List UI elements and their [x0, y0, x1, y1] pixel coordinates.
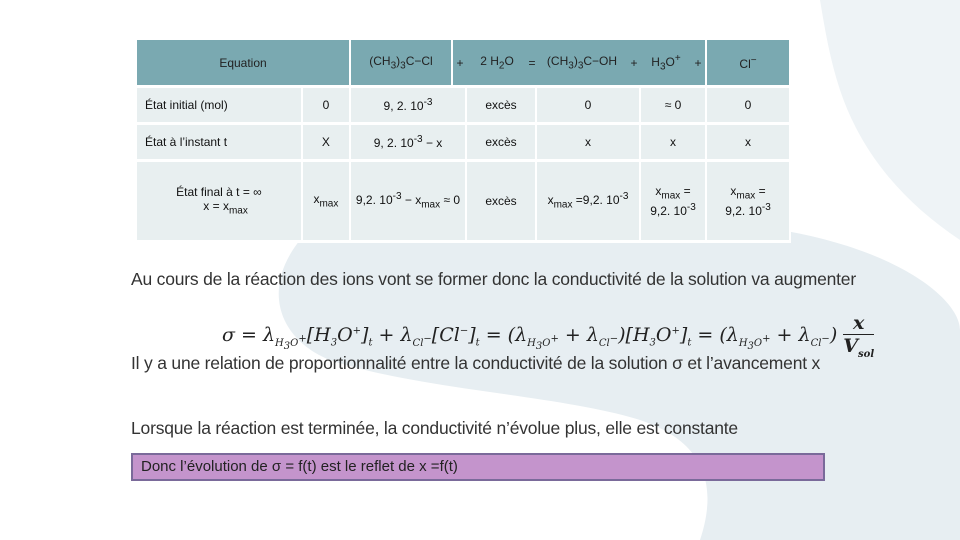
table-row: [137, 125, 791, 162]
table-cell: 0: [303, 88, 351, 125]
row-label: État final à t = ∞ $x = x_{max}$: [137, 162, 303, 243]
header-plus1: +: [453, 40, 467, 88]
header-water: 2 $H_2O$: [467, 40, 527, 88]
table-cell: 9, 2. $10^{-3} - x$: [351, 125, 467, 162]
table-cell: excès: [467, 125, 537, 162]
table-cell: $x_{max}$ = 9,2. $10^{-3}$: [707, 162, 791, 243]
table-row: [137, 88, 791, 125]
advancement-table: [137, 40, 791, 243]
table-cell: x: [537, 125, 641, 162]
header-chloride: Cl−: [707, 40, 791, 88]
table-cell: X: [303, 125, 351, 162]
text-line-3: Lorsque la réaction est terminée, la conductivité n’évolue plus, elle est constante: [131, 418, 738, 438]
table-cell: excès: [467, 162, 537, 243]
header-hydronium: $H_3O^+$: [641, 40, 691, 88]
table-cell: 9,2. $10^{-3} - x_{max} \approx 0$: [351, 162, 467, 243]
table-cell: x: [707, 125, 791, 162]
table-cell: $x_{max} =9,2$. $10^{-3}$: [537, 162, 641, 243]
table-cell: x: [641, 125, 707, 162]
header-product1: $(CH_3)_3C-OH$: [537, 40, 627, 88]
header-reactant1: $(CH_3)_3C-Cl$: [351, 40, 453, 88]
table-cell: 9, 2. $10^{-3}$: [351, 88, 467, 125]
table-cell: ≈ 0: [641, 88, 707, 125]
header-equals: =: [527, 40, 537, 88]
conclusion-box: Donc l’évolution de σ = f(t) est le reflet de x =f(t): [131, 453, 825, 481]
header-plus3: +: [691, 40, 707, 88]
table-header-row: [137, 40, 791, 88]
text-line-1: Au cours de la réaction des ions vont se former donc la conductivité de la solution va augmenter: [131, 269, 856, 289]
row-label: État initial (mol): [137, 88, 303, 125]
table-cell: 0: [537, 88, 641, 125]
table-cell: $x_{max}$: [303, 162, 351, 243]
header-plus2: +: [627, 40, 641, 88]
header-equation: Equation: [137, 40, 351, 88]
table-cell: 0: [707, 88, 791, 125]
table-cell: excès: [467, 88, 537, 125]
conductivity-formula: $\sigma = \lambda_{H_3O^+}[H_3O^+]_t + \lambda_{Cl^-}[Cl^-]_t = (\lambda_{H_3O^+} + \lambda_{Cl^-})[H_3O^+]_t = (\lambda_{H_3O^+} + \lambda_{Cl^-})$ $\frac{x}{V_{sol}}$: [222, 312, 875, 360]
text-line-2: Il y a une relation de proportionnalité entre la conductivité de la solution σ et l’avancement x: [131, 353, 821, 373]
row-label: État à l’instant t: [137, 125, 303, 162]
table-row: [137, 162, 791, 243]
table-cell: $x_{max}$ = 9,2. $10^{-3}$: [641, 162, 707, 243]
